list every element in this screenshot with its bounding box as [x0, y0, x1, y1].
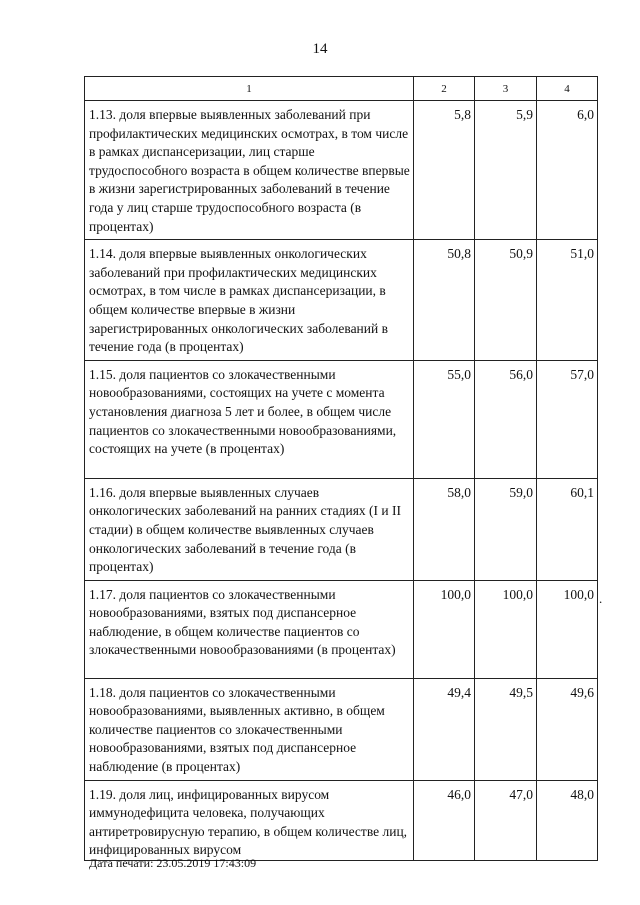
print-date-footer: Дата печати: 23.05.2019 17:43:09	[89, 856, 257, 870]
row-value-col-4: 49,6	[537, 678, 598, 780]
page-number: 14	[312, 41, 328, 57]
row-value-col-2: 100,0	[414, 580, 475, 678]
table-row	[85, 478, 598, 580]
row-value-col-3: 50,9	[475, 240, 537, 361]
row-value-col-4: 48,0	[537, 780, 598, 860]
header-col-1: 1	[85, 77, 414, 101]
row-description: 1.18. доля пациентов со злокачественными новообразованиями, выявленных активно, в общем количестве пациентов со злокачественными новообразованиями, взятых под диспансерное наблюдение (в процентах)	[85, 678, 414, 780]
row-description: 1.19. доля лиц, инфицированных вирусом иммунодефицита человека, получающих антиретровирусную терапию, в общем количестве лиц, инфицированных вирусом	[85, 780, 414, 860]
row-value-col-3: 49,5	[475, 678, 537, 780]
table-row	[85, 678, 598, 780]
row-value-col-4: 100,0	[537, 580, 598, 678]
row-value-col-3: 100,0	[475, 580, 537, 678]
stray-mark: .	[599, 591, 603, 606]
row-value-col-4: 6,0	[537, 101, 598, 240]
table-row	[85, 780, 598, 860]
table-row	[85, 360, 598, 478]
table-row	[85, 580, 598, 678]
row-description: 1.13. доля впервые выявленных заболеваний при профилактических медицинских осмотрах, в том числе в рамках диспансеризации, лиц старше трудоспособного возраста в общем количестве впервые в жизни зарегистрированных заболеваний в течение года у лиц старше трудоспособного возраста (в процентах)	[85, 101, 414, 240]
row-description: 1.16. доля впервые выявленных случаев онкологических заболеваний на ранних стадиях (I и II стадии) в общем количестве выявленных случаев онкологических заболеваний в течение года (в процентах)	[85, 478, 414, 580]
indicators-table	[84, 76, 598, 861]
row-description: 1.15. доля пациентов со злокачественными новообразованиями, состоящих на учете с момента установления диагноза 5 лет и более, в общем числе пациентов со злокачественными новообразованиями, состоящих на учете (в процентах)	[85, 360, 414, 478]
row-value-col-2: 58,0	[414, 478, 475, 580]
row-value-col-4: 57,0	[537, 360, 598, 478]
header-col-2: 2	[414, 77, 475, 101]
table-row	[85, 101, 598, 240]
row-value-col-3: 47,0	[475, 780, 537, 860]
row-value-col-3: 5,9	[475, 101, 537, 240]
header-row	[85, 77, 598, 101]
row-value-col-4: 51,0	[537, 240, 598, 361]
row-value-col-3: 56,0	[475, 360, 537, 478]
row-value-col-2: 46,0	[414, 780, 475, 860]
row-value-col-4: 60,1	[537, 478, 598, 580]
row-value-col-2: 49,4	[414, 678, 475, 780]
header-col-3: 3	[475, 77, 537, 101]
row-value-col-2: 5,8	[414, 101, 475, 240]
row-description: 1.14. доля впервые выявленных онкологических заболеваний при профилактических медицинских осмотрах, в том числе в рамках диспансеризации, в общем количестве впервые в жизни зарегистрированных онкологических заболеваний в течение года (в процентах)	[85, 240, 414, 361]
row-description: 1.17. доля пациентов со злокачественными новообразованиями, взятых под диспансерное наблюдение, в общем количестве пациентов со злокачественными новообразованиями (в процентах)	[85, 580, 414, 678]
row-value-col-2: 55,0	[414, 360, 475, 478]
row-value-col-2: 50,8	[414, 240, 475, 361]
row-value-col-3: 59,0	[475, 478, 537, 580]
table-row	[85, 240, 598, 361]
header-col-4: 4	[537, 77, 598, 101]
